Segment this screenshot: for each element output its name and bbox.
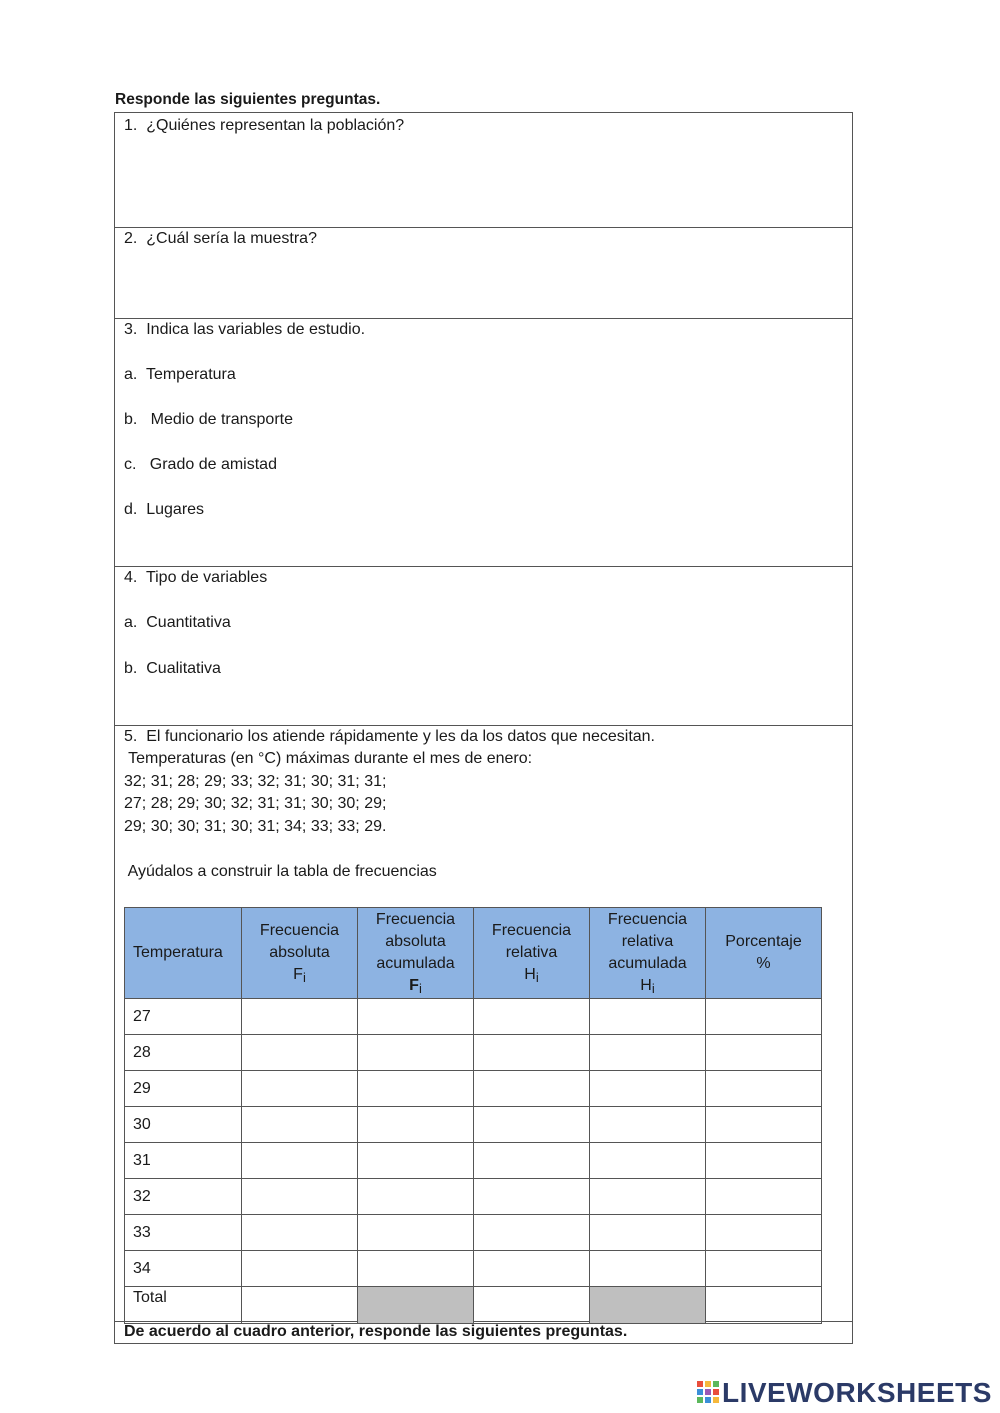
answer-cell[interactable] <box>242 999 358 1035</box>
question-1-text: 1. ¿Quiénes representan la población? <box>124 117 405 134</box>
answer-cell[interactable] <box>358 999 474 1035</box>
answer-cell[interactable] <box>474 1215 590 1251</box>
table-row <box>125 1179 822 1215</box>
answer-cell[interactable] <box>706 1143 822 1179</box>
answer-cell[interactable] <box>358 1107 474 1143</box>
option-c: c. Grado de amistad <box>124 456 277 473</box>
option-a: a. Temperatura <box>124 366 236 383</box>
table-row <box>125 1143 822 1179</box>
answer-cell[interactable] <box>474 1071 590 1107</box>
answer-cell[interactable] <box>474 1107 590 1143</box>
option-b: b. Cualitativa <box>124 660 221 677</box>
disabled-cell <box>358 1287 474 1324</box>
answer-cell[interactable] <box>706 1107 822 1143</box>
option-d: d. Lugares <box>124 501 205 518</box>
question-5-intro: Temperaturas (en °C) máximas durante el mes de enero: <box>124 750 533 767</box>
disabled-cell <box>590 1287 706 1324</box>
answer-cell[interactable] <box>474 1179 590 1215</box>
table-row <box>125 1071 822 1107</box>
answer-cell[interactable] <box>358 1179 474 1215</box>
table-row <box>125 1107 822 1143</box>
table-row <box>125 1215 822 1251</box>
data-line-2: 27; 28; 29; 30; 32; 31; 31; 30; 30; 29; <box>124 795 387 812</box>
answer-cell[interactable] <box>706 1071 822 1107</box>
answer-cell[interactable] <box>358 1215 474 1251</box>
row-label: 29 <box>125 1071 242 1107</box>
liveworksheets-logo <box>697 1378 992 1408</box>
answer-cell[interactable] <box>242 1071 358 1107</box>
row-label: 27 <box>125 999 242 1035</box>
logo-text: LIVEWORKSHEETS <box>722 1377 992 1408</box>
answer-cell[interactable] <box>358 1035 474 1071</box>
question-3 <box>115 318 852 567</box>
question-3-text: 3. Indica las variables de estudio. <box>124 321 366 338</box>
row-label: 33 <box>125 1215 242 1251</box>
answer-cell[interactable] <box>590 1035 706 1071</box>
total-label: Total <box>125 1287 242 1324</box>
option-a: a. Cuantitativa <box>124 614 231 631</box>
answer-cell[interactable] <box>590 1107 706 1143</box>
answer-cell[interactable] <box>706 1035 822 1071</box>
answer-cell[interactable] <box>706 1287 822 1324</box>
answer-cell[interactable] <box>242 1035 358 1071</box>
answer-cell[interactable] <box>242 1179 358 1215</box>
question-2 <box>115 227 852 319</box>
data-line-1: 32; 31; 28; 29; 33; 32; 31; 30; 31; 31; <box>124 773 387 790</box>
header-frecuencia-relativa-acumulada: Frecuencia relativa acumulada Hi <box>590 908 706 999</box>
row-label: 28 <box>125 1035 242 1071</box>
header-temperatura: Temperatura <box>125 908 242 999</box>
data-line-3: 29; 30; 30; 31; 30; 31; 34; 33; 33; 29. <box>124 818 387 835</box>
question-4-text: 4. Tipo de variables <box>124 569 268 586</box>
header-frecuencia-absoluta: Frecuencia absoluta Fi <box>242 908 358 999</box>
answer-cell[interactable] <box>590 1251 706 1287</box>
answer-cell[interactable] <box>474 1143 590 1179</box>
footer-text: De acuerdo al cuadro anterior, responde las siguientes preguntas. <box>124 1323 628 1340</box>
row-label: 34 <box>125 1251 242 1287</box>
answer-cell[interactable] <box>474 1251 590 1287</box>
header-porcentaje: Porcentaje % <box>706 908 822 999</box>
answer-cell[interactable] <box>706 1215 822 1251</box>
answer-cell[interactable] <box>242 1107 358 1143</box>
answer-cell[interactable] <box>706 1251 822 1287</box>
answer-cell[interactable] <box>474 1035 590 1071</box>
question-4 <box>115 566 852 726</box>
answer-cell[interactable] <box>242 1143 358 1179</box>
header-frecuencia-relativa: Frecuencia relativa Hi <box>474 908 590 999</box>
answer-cell[interactable] <box>358 1251 474 1287</box>
answer-cell[interactable] <box>590 1179 706 1215</box>
footer-row <box>115 1321 852 1345</box>
answer-cell[interactable] <box>474 1287 590 1324</box>
answer-cell[interactable] <box>358 1071 474 1107</box>
row-label: 31 <box>125 1143 242 1179</box>
answer-cell[interactable] <box>358 1143 474 1179</box>
row-label: 30 <box>125 1107 242 1143</box>
row-label: 32 <box>125 1179 242 1215</box>
answer-cell[interactable] <box>474 999 590 1035</box>
answer-cell[interactable] <box>590 999 706 1035</box>
question-5-text: 5. El funcionario los atiende rápidamente y les da los datos que necesitan. <box>124 728 655 745</box>
questions-box <box>114 112 853 1344</box>
question-1 <box>115 113 852 227</box>
table-row <box>125 1035 822 1071</box>
frequency-table <box>124 907 822 1324</box>
answer-cell[interactable] <box>590 1071 706 1107</box>
answer-cell[interactable] <box>242 1215 358 1251</box>
answer-cell[interactable] <box>706 1179 822 1215</box>
logo-icon <box>697 1381 719 1405</box>
table-header-row <box>125 908 822 999</box>
header-frecuencia-absoluta-acumulada: Frecuencia absoluta acumulada Fi <box>358 908 474 999</box>
question-5-instruction: Ayúdalos a construir la tabla de frecuencias <box>124 863 437 880</box>
table-row <box>125 999 822 1035</box>
page-heading: Responde las siguientes preguntas. <box>115 91 381 108</box>
option-b: b. Medio de transporte <box>124 411 293 428</box>
answer-cell[interactable] <box>590 1143 706 1179</box>
question-2-text: 2. ¿Cuál sería la muestra? <box>124 230 317 247</box>
table-row <box>125 1251 822 1287</box>
answer-cell[interactable] <box>590 1215 706 1251</box>
answer-cell[interactable] <box>706 999 822 1035</box>
table-total-row <box>125 1287 822 1324</box>
answer-cell[interactable] <box>242 1287 358 1324</box>
answer-cell[interactable] <box>242 1251 358 1287</box>
